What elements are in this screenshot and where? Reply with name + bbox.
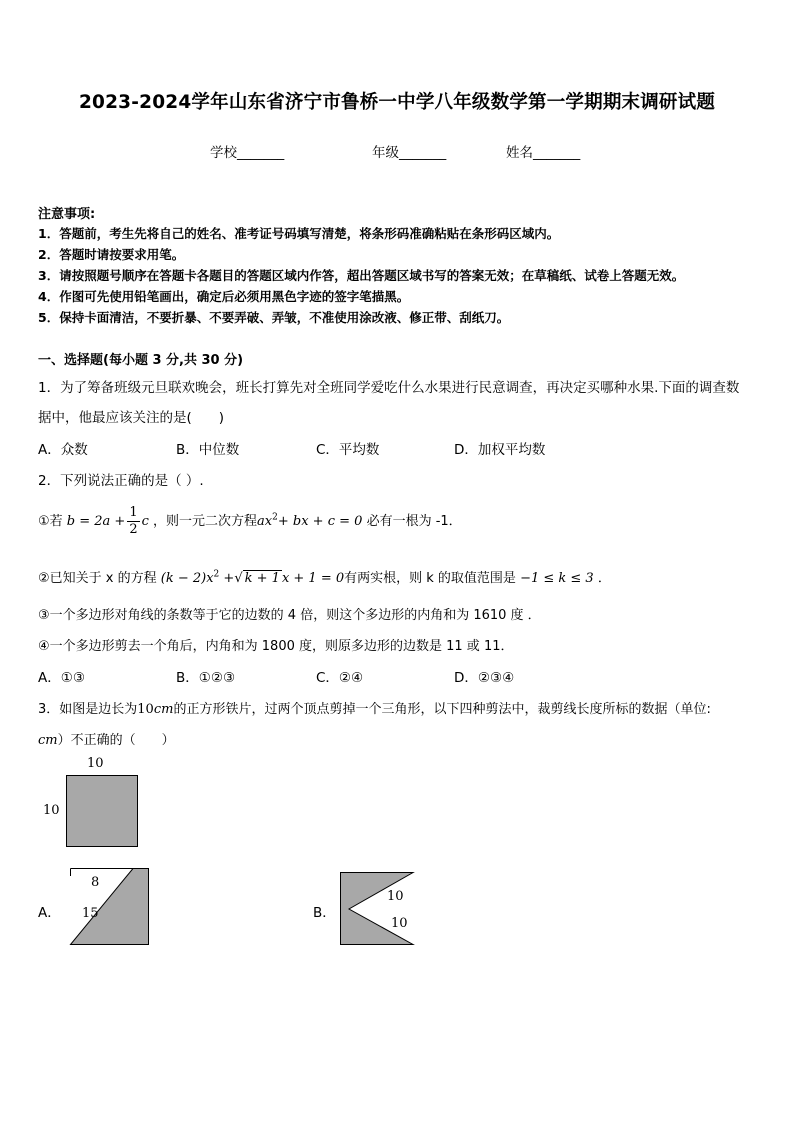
q2-s2-eq-a: (k − 2)x	[160, 571, 214, 586]
option-b-shape	[341, 873, 414, 945]
q1-line1: 1．为了筹备班级元旦联欢晚会，班长打算先对全班同学爱吃什么水果进行民意调查，再决定买哪种水果.下面的调查数	[38, 380, 740, 396]
section-heading: 一、选择题(每小题 3 分,共 30 分)	[38, 353, 244, 368]
q2-option-c: C．②④	[316, 670, 364, 686]
page-title: 2023-2024学年山东省济宁市鲁桥一中学八年级数学第一学期期末调研试题	[78, 92, 716, 113]
option-a-top-label: 8	[91, 875, 100, 890]
q2-s2-plus: +	[223, 571, 235, 586]
option-b-figure	[340, 872, 416, 946]
q2-s1-eq1: b = 2a +	[66, 514, 126, 529]
q3-l1-prefix: 3．如图是边长为	[38, 702, 138, 717]
q1-option-d: D．加权平均数	[454, 442, 546, 458]
q2-s2-sqrt: k + 1	[244, 571, 280, 586]
grade-label: 年级	[372, 145, 399, 161]
q2-s1-eq1b: c	[141, 514, 149, 529]
fraction-numerator: 1	[129, 505, 138, 520]
grade-field	[372, 141, 446, 161]
q2-option-a: A．①③	[38, 670, 85, 686]
option-a-side-label: 15	[82, 906, 99, 921]
q2-s2-eq-c: x + 1 = 0	[281, 571, 345, 586]
q1-option-c: C．平均数	[316, 442, 380, 458]
school-label: 学校	[210, 145, 237, 161]
q3-option-b: B．	[313, 905, 336, 921]
q2-s2-mid: 有两实根，则 k 的取值范围是	[344, 571, 516, 586]
square-figure	[66, 775, 138, 847]
q3-line2	[38, 729, 175, 748]
q1-line2: 据中，他最应该关注的是( )	[38, 410, 225, 426]
q2-statement-4: ④一个多边形剪去一个角后，内角和为 1800 度，则原多边形的边数是 11 或 11．	[38, 639, 514, 654]
name-field	[506, 141, 580, 161]
q3-option-a: A．	[38, 905, 61, 921]
q2-s2-exponent: 2	[213, 569, 220, 580]
q3-l1-unit: cm	[153, 702, 174, 717]
q2-s2-range: −1 ≤ k ≤ 3	[520, 571, 594, 586]
q2-s2-prefix: ②已知关于 x 的方程	[38, 571, 157, 586]
q1-option-a: A．众数	[38, 442, 88, 458]
note-item: 1．答题前，考生先将自己的姓名、准考证号码填写清楚，将条形码准确粘贴在条形码区域内。	[38, 226, 560, 241]
school-field	[210, 141, 284, 161]
q1-option-b: B．中位数	[176, 442, 240, 458]
school-blank: _______	[237, 145, 285, 161]
q2-option-b: B．①②③	[176, 670, 236, 686]
note-item: 2．答题时请按要求用笔。	[38, 247, 185, 262]
note-item: 3．请按照题号顺序在答题卡各题目的答题区域内作答，超出答题区域书写的答案无效；在草稿纸、试卷上答题无效。	[38, 268, 685, 283]
q2-s1-fraction	[127, 505, 139, 538]
q3-l1-number: 10	[137, 702, 154, 717]
name-label: 姓名	[506, 145, 533, 161]
q2-s1-mid: ，则一元二次方程	[153, 514, 258, 529]
name-blank: _______	[533, 145, 581, 161]
grade-blank: _______	[399, 145, 447, 161]
fraction-denominator: 2	[129, 522, 138, 537]
option-b-top-label: 10	[387, 889, 404, 904]
q3-l1-post: 的正方形铁片，过两个顶点剪掉一个三角形，以下四种剪法中，裁剪线长度所标的数据（单位:	[173, 702, 711, 717]
option-b-bottom-label: 10	[391, 916, 408, 931]
q2-stem: 2．下列说法正确的是（ ）.	[38, 473, 204, 489]
square-shape	[67, 776, 138, 847]
q2-statement-3: ③一个多边形对角线的条数等于它的边数的 4 倍，则这个多边形的内角和为 1610 度 ．	[38, 608, 541, 623]
q3-l2-unit: cm	[38, 733, 58, 748]
q2-s1-prefix: ①若	[38, 514, 63, 529]
sqrt-icon: √	[234, 571, 243, 586]
q2-s1-post: 必有一根为 -1．	[366, 514, 462, 529]
q3-l2-post: ）不正确的（ ）	[57, 733, 175, 748]
q2-statement-1	[38, 505, 462, 538]
q2-s2-post: ．	[597, 571, 611, 586]
square-top-label: 10	[87, 756, 104, 771]
q2-s1-eq2: ax	[257, 514, 273, 529]
q2-statement-2	[38, 567, 611, 586]
q2-s1-exponent: 2	[272, 512, 278, 523]
note-item: 5．保持卡面清洁，不要折暴、不要弄破、弄皱，不准使用涂改液、修正带、刮纸刀。	[38, 310, 510, 325]
q3-line1	[38, 698, 711, 717]
square-left-label: 10	[43, 803, 60, 818]
q2-s1-eq2b: + bx + c = 0	[277, 514, 363, 529]
note-item: 4．作图可先使用铅笔画出，确定后必须用黑色字迹的签字笔描黑。	[38, 289, 410, 304]
notes-heading: 注意事项:	[38, 207, 96, 222]
q2-option-d: D．②③④	[454, 670, 515, 686]
